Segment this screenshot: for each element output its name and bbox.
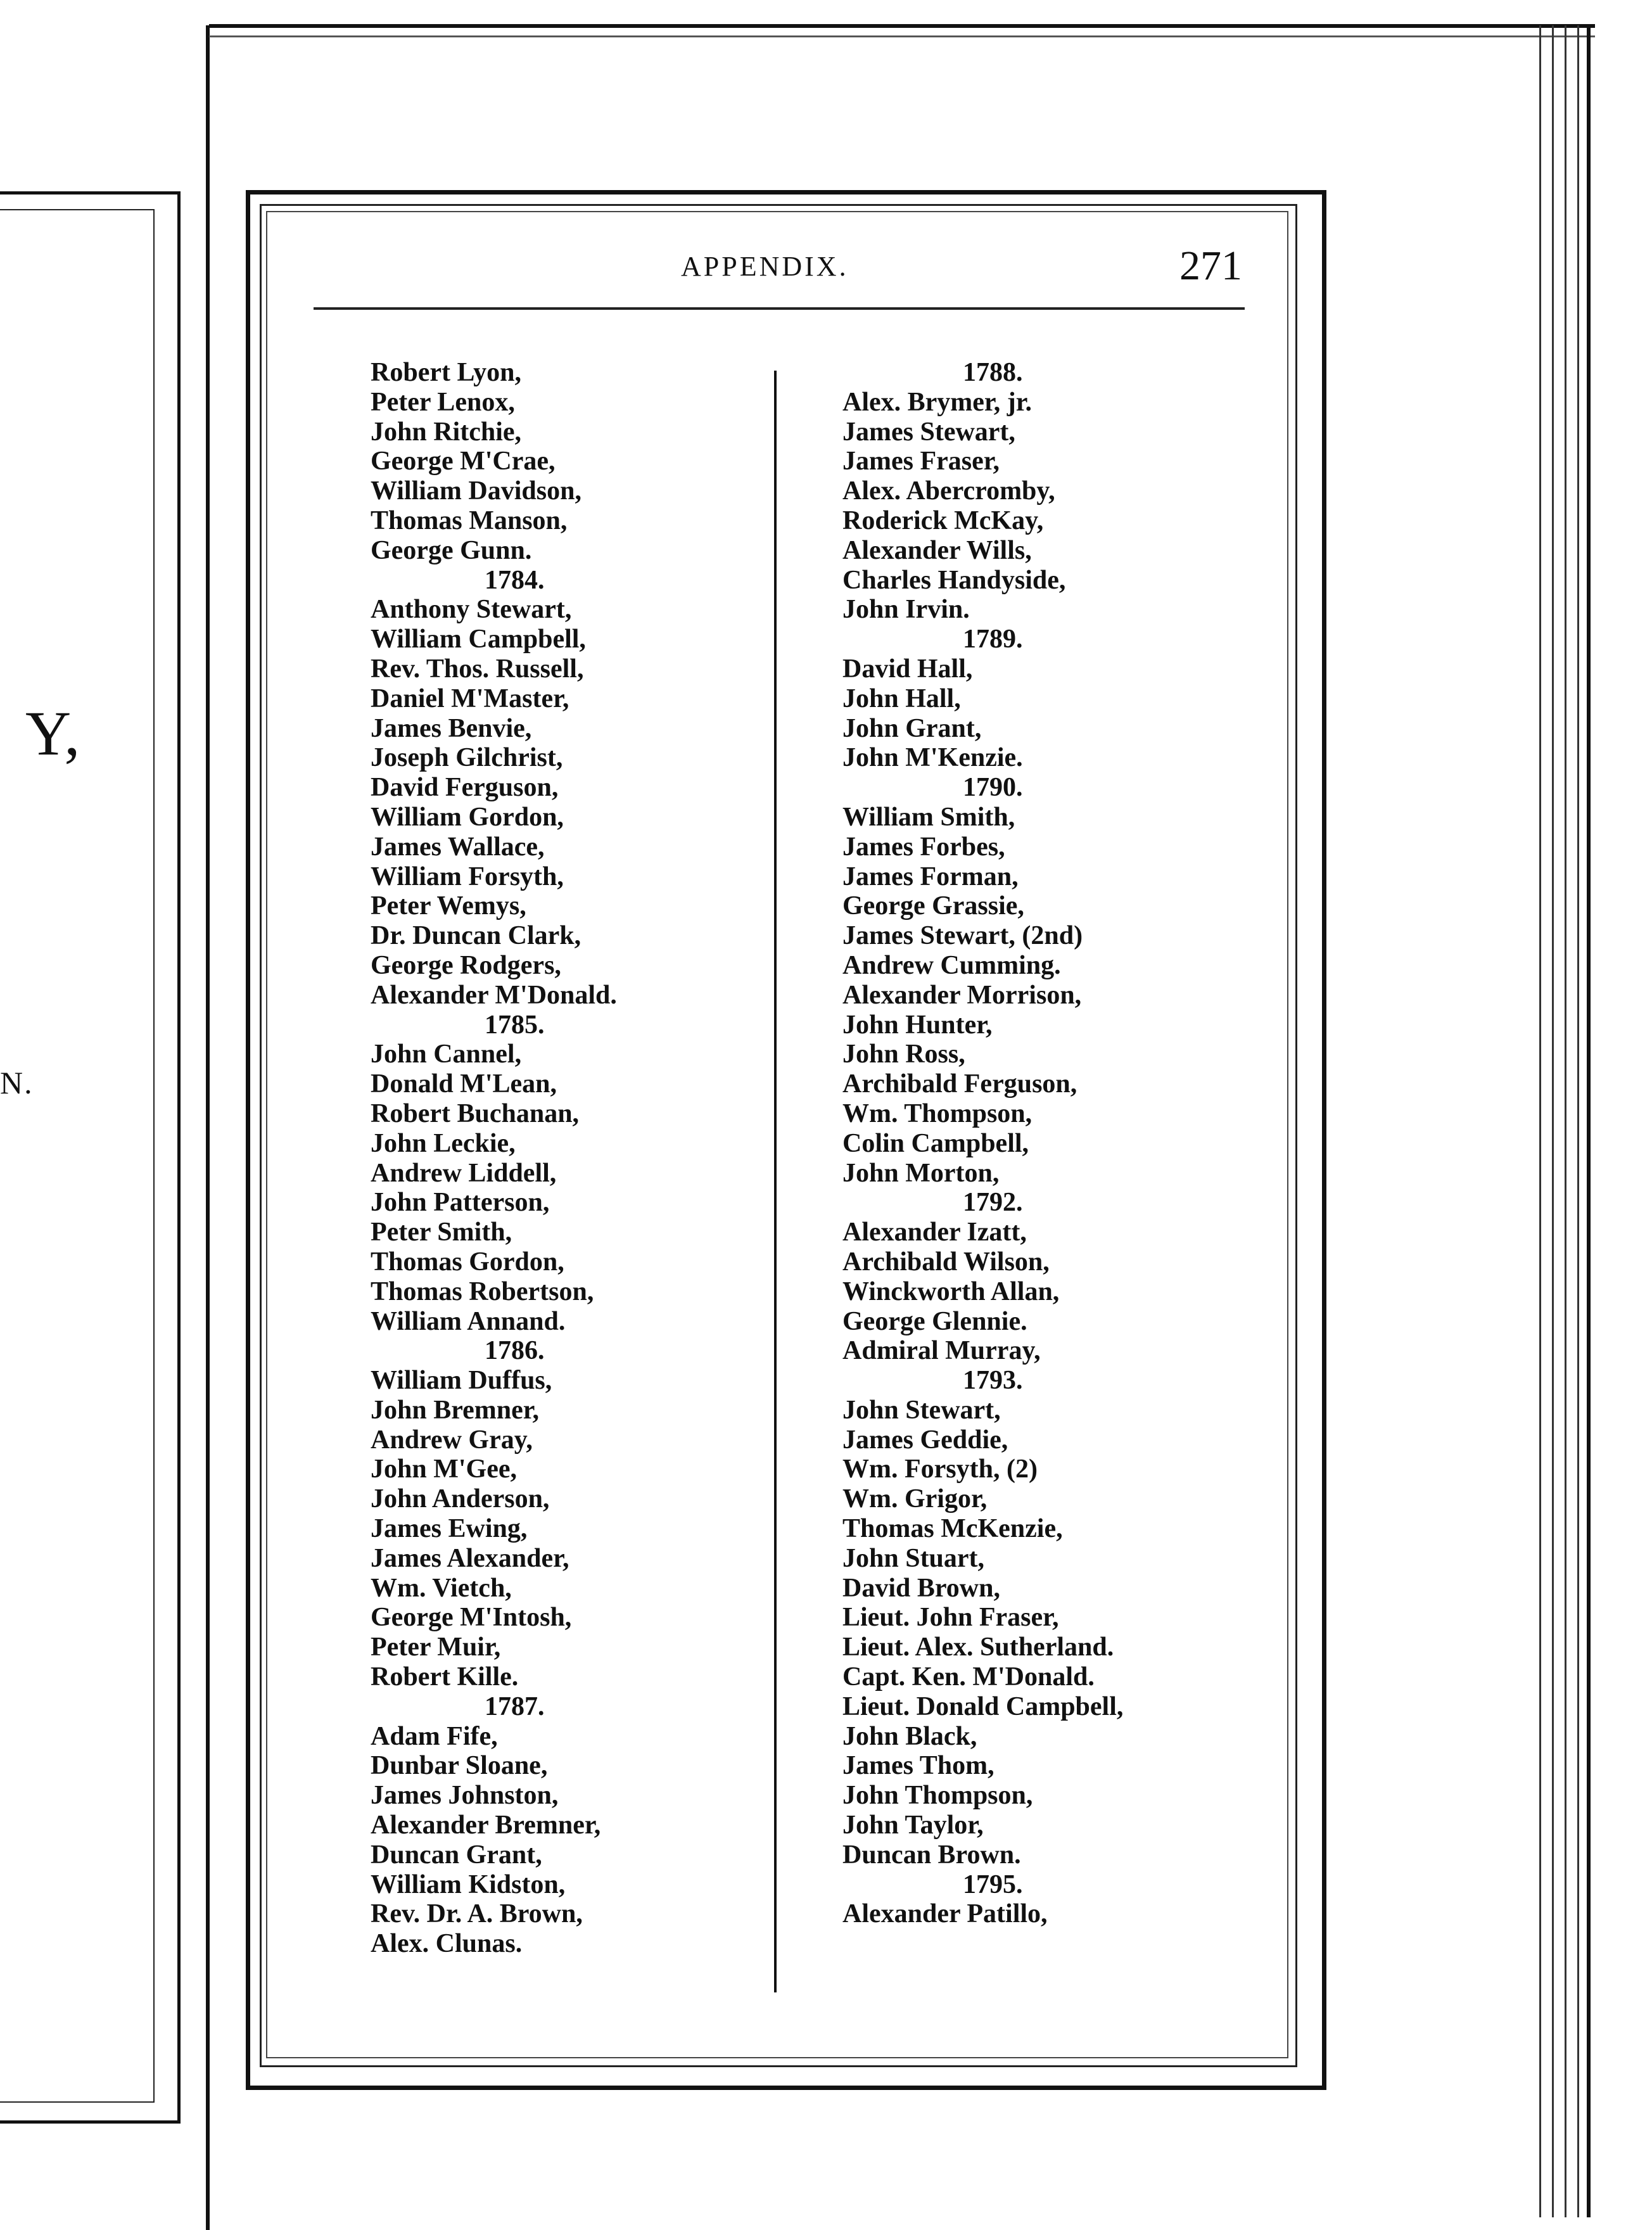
member-name: James Stewart,: [842, 417, 1015, 447]
member-name: Archibald Ferguson,: [842, 1069, 1077, 1099]
left-page-fragment: Y,: [25, 698, 82, 768]
page-stack-edge: [1552, 25, 1554, 2217]
member-name: John Hall,: [842, 684, 961, 713]
member-name: Anthony Stewart,: [371, 595, 572, 625]
member-name: Lieut. John Fraser,: [842, 1603, 1059, 1633]
member-name: William Campbell,: [371, 625, 586, 654]
year-heading: 1785.: [485, 1010, 545, 1040]
member-name: John Ritchie,: [371, 417, 522, 447]
member-name: John Ross,: [842, 1040, 965, 1069]
member-name: Andrew Liddell,: [371, 1158, 557, 1188]
member-name: Robert Buchanan,: [371, 1099, 580, 1128]
member-name: William Gordon,: [371, 802, 564, 832]
member-name: Andrew Gray,: [371, 1425, 533, 1455]
member-name: Alexander Izatt,: [842, 1218, 1027, 1247]
member-name: Lieut. Alex. Sutherland.: [842, 1633, 1114, 1662]
member-name: Rev. Thos. Russell,: [371, 654, 584, 684]
member-name: James Forbes,: [842, 832, 1005, 862]
member-name: Charles Handyside,: [842, 565, 1066, 595]
member-name: William Kidston,: [371, 1870, 566, 1899]
member-name: Admiral Murray,: [842, 1336, 1041, 1366]
member-name: John Anderson,: [371, 1484, 550, 1514]
member-name: James Stewart, (2nd): [842, 921, 1083, 951]
member-name: Peter Wemys,: [371, 891, 526, 921]
member-name: Robert Lyon,: [371, 358, 522, 387]
page-stack-edge: [1587, 25, 1591, 2217]
member-name: John Cannel,: [371, 1040, 522, 1069]
member-name: James Johnston,: [371, 1781, 559, 1811]
member-name: David Hall,: [842, 654, 973, 684]
member-name: Donald M'Lean,: [371, 1069, 557, 1099]
member-name: James Thom,: [842, 1751, 994, 1781]
year-heading: 1786.: [485, 1336, 545, 1366]
year-heading: 1792.: [963, 1188, 1023, 1218]
member-name: David Ferguson,: [371, 773, 559, 803]
member-name: John Leckie,: [371, 1128, 516, 1158]
member-name: John Morton,: [842, 1158, 1000, 1188]
member-name: Alexander M'Donald.: [371, 980, 617, 1010]
member-name: Andrew Cumming.: [842, 950, 1061, 980]
member-name: William Duffus,: [371, 1366, 552, 1396]
member-name: Peter Lenox,: [371, 387, 515, 417]
member-name: George Rodgers,: [371, 950, 561, 980]
member-name: Wm. Vietch,: [371, 1573, 512, 1603]
member-name: John Irvin.: [842, 595, 970, 625]
header-rule: [314, 307, 1245, 310]
member-name: Wm. Thompson,: [842, 1099, 1032, 1128]
member-name: David Brown,: [842, 1573, 1000, 1603]
member-name: Adam Fife,: [371, 1721, 498, 1751]
member-name: Dr. Duncan Clark,: [371, 921, 581, 951]
member-name: James Ewing,: [371, 1514, 528, 1544]
member-name: James Fraser,: [842, 447, 1000, 476]
member-name: Alexander Morrison,: [842, 980, 1082, 1010]
left-column-names: [371, 358, 763, 1959]
member-name: Alexander Bremner,: [371, 1811, 601, 1840]
year-heading: 1789.: [963, 625, 1023, 654]
member-name: John Black,: [842, 1721, 977, 1751]
member-name: John Bremner,: [371, 1395, 540, 1425]
member-name: John Taylor,: [842, 1811, 984, 1840]
member-name: Lieut. Donald Campbell,: [842, 1692, 1124, 1721]
page-stack-edge: [1577, 25, 1579, 2217]
member-name: Peter Smith,: [371, 1218, 512, 1247]
year-heading: 1795.: [963, 1870, 1023, 1899]
page-stack-edge: [1539, 25, 1541, 2217]
member-name: John Grant,: [842, 713, 982, 743]
member-name: John Hunter,: [842, 1010, 993, 1040]
member-name: Joseph Gilchrist,: [371, 743, 563, 773]
member-name: Winckworth Allan,: [842, 1277, 1060, 1306]
member-name: Rev. Dr. A. Brown,: [371, 1899, 583, 1929]
member-name: John Stuart,: [842, 1543, 985, 1573]
member-name: Alex. Abercromby,: [842, 476, 1055, 506]
member-name: Roderick McKay,: [842, 506, 1044, 535]
member-name: George M'Crae,: [371, 447, 556, 476]
member-name: George Gunn.: [371, 535, 532, 565]
member-name: Thomas Gordon,: [371, 1247, 564, 1277]
member-name: Thomas McKenzie,: [842, 1514, 1063, 1544]
left-page-fragment: N.: [0, 1065, 34, 1100]
member-name: John Thompson,: [842, 1781, 1033, 1811]
member-name: Archibald Wilson,: [842, 1247, 1050, 1277]
member-name: John M'Gee,: [371, 1455, 517, 1484]
year-heading: 1788.: [963, 358, 1023, 387]
running-head-title: APPENDIX.: [681, 251, 849, 282]
year-heading: 1784.: [485, 565, 545, 595]
member-name: James Alexander,: [371, 1543, 569, 1573]
right-column-names: [842, 358, 1235, 1929]
member-name: Duncan Grant,: [371, 1840, 542, 1870]
page-stack-top-edge: [209, 24, 1595, 37]
member-name: Alexander Patillo,: [842, 1899, 1048, 1929]
member-name: Capt. Ken. M'Donald.: [842, 1662, 1095, 1692]
member-name: John Stewart,: [842, 1395, 1001, 1425]
member-name: George Glennie.: [842, 1306, 1027, 1336]
year-heading: 1787.: [485, 1692, 545, 1721]
member-name: John M'Kenzie.: [842, 743, 1023, 773]
member-name: John Patterson,: [371, 1188, 550, 1218]
member-name: William Annand.: [371, 1306, 566, 1336]
member-name: Dunbar Sloane,: [371, 1751, 548, 1781]
member-name: Thomas Manson,: [371, 506, 568, 535]
left-page-frame-inner: [0, 209, 155, 2103]
member-name: George Grassie,: [842, 891, 1024, 921]
left-facing-page: [0, 25, 210, 2230]
member-name: James Wallace,: [371, 832, 545, 862]
member-name: Daniel M'Master,: [371, 684, 569, 713]
year-heading: 1793.: [963, 1366, 1023, 1396]
year-heading: 1790.: [963, 773, 1023, 803]
member-name: Robert Kille.: [371, 1662, 519, 1692]
member-name: William Smith,: [842, 802, 1015, 832]
member-name: William Davidson,: [371, 476, 581, 506]
member-name: James Benvie,: [371, 713, 532, 743]
member-name: Alex. Brymer, jr.: [842, 387, 1032, 417]
member-name: Thomas Robertson,: [371, 1277, 594, 1306]
member-name: George M'Intosh,: [371, 1603, 572, 1633]
member-name: William Forsyth,: [371, 862, 564, 891]
member-name: Peter Muir,: [371, 1633, 501, 1662]
page-number: 271: [1179, 243, 1242, 289]
page-stack-edge: [1565, 25, 1566, 2217]
member-name: Duncan Brown.: [842, 1840, 1021, 1870]
member-name: Alexander Wills,: [842, 535, 1032, 565]
member-name: James Forman,: [842, 862, 1019, 891]
member-name: Alex. Clunas.: [371, 1929, 523, 1959]
member-name: Wm. Forsyth, (2): [842, 1455, 1038, 1484]
member-name: Colin Campbell,: [842, 1128, 1029, 1158]
member-name: Wm. Grigor,: [842, 1484, 988, 1514]
column-divider: [774, 371, 777, 1992]
member-name: James Geddie,: [842, 1425, 1008, 1455]
